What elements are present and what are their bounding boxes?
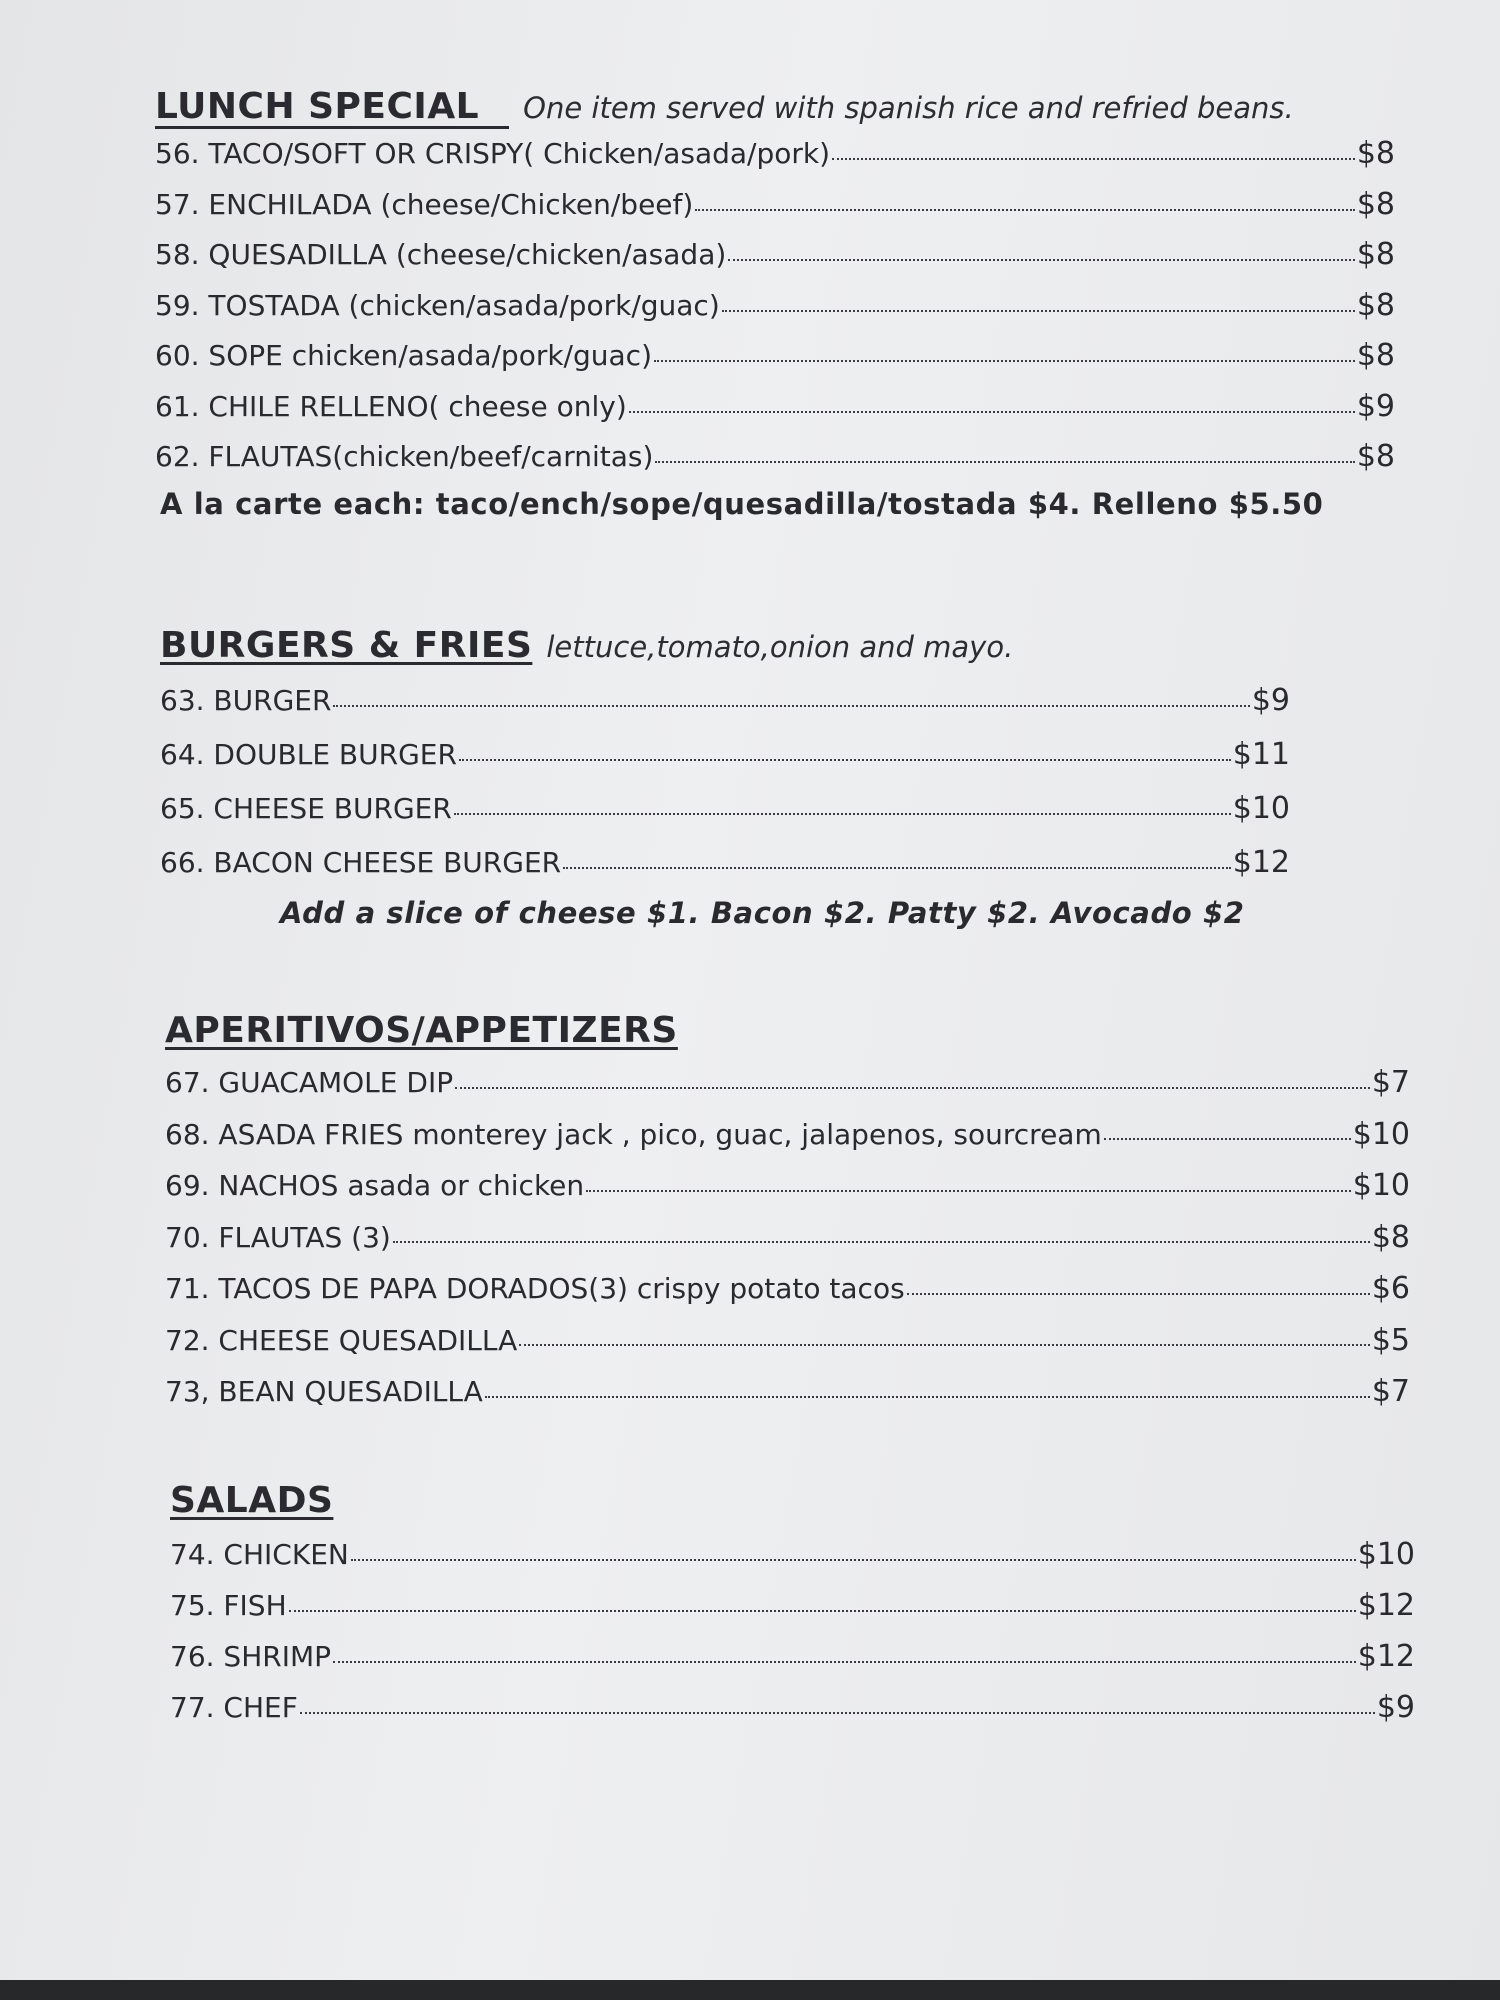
- leader-dots: [728, 259, 1355, 261]
- leader-dots: [722, 310, 1355, 312]
- menu-item: [160, 782, 1290, 836]
- appetizers-section: [165, 1010, 1415, 1418]
- item-price: $8: [1356, 136, 1395, 171]
- item-price: $10: [1357, 1537, 1415, 1572]
- leader-dots: [695, 209, 1354, 211]
- burgers-header: [160, 625, 1310, 666]
- menu-item: [165, 1057, 1410, 1109]
- item-name: 59. TOSTADA (chicken/asada/pork/guac): [155, 288, 720, 322]
- menu-item: [165, 1263, 1410, 1315]
- leader-dots: [1104, 1138, 1351, 1140]
- burgers-section: [160, 625, 1310, 930]
- item-price: $8: [1356, 186, 1395, 222]
- item-price: $8: [1356, 237, 1395, 272]
- menu-item: [165, 1212, 1410, 1264]
- item-price: $9: [1356, 388, 1395, 424]
- item-name: 64. DOUBLE BURGER: [160, 738, 457, 771]
- item-price: $5: [1371, 1322, 1410, 1358]
- leader-dots: [393, 1241, 1370, 1243]
- menu-item: [155, 382, 1395, 433]
- item-price: $12: [1357, 1588, 1415, 1623]
- menu-item: [155, 281, 1395, 332]
- item-name: 76. SHRIMP: [170, 1640, 332, 1673]
- leader-dots: [351, 1559, 1356, 1561]
- item-price: $11: [1232, 737, 1290, 772]
- item-name: 62. FLAUTAS(chicken/beef/carnitas): [155, 440, 654, 473]
- menu-item: [170, 1529, 1415, 1580]
- item-price: $10: [1232, 791, 1290, 826]
- menu-item: [165, 1366, 1410, 1418]
- lunch-special-subtitle: One item served with spanish rice and refried beans.: [523, 91, 1294, 125]
- leader-dots: [333, 705, 1249, 707]
- lunch-special-header: [155, 88, 1405, 129]
- menu-item: [170, 1580, 1415, 1631]
- item-price: $7: [1371, 1374, 1410, 1409]
- menu-item: [160, 728, 1290, 782]
- menu-item: [170, 1631, 1415, 1682]
- appetizers-list: [165, 1057, 1410, 1418]
- item-name: 67. GUACAMOLE DIP: [165, 1066, 454, 1099]
- item-name: 65. CHEESE BURGER: [160, 792, 452, 825]
- burgers-list: [160, 674, 1290, 890]
- menu-item: [170, 1682, 1415, 1733]
- item-name: 68. ASADA FRIES monterey jack , pico, guac, jalapenos, sourcream: [165, 1117, 1102, 1151]
- lunch-special-section: [155, 88, 1405, 521]
- item-name: 75. FISH: [170, 1589, 287, 1622]
- leader-dots: [519, 1344, 1370, 1346]
- item-price: $8: [1356, 338, 1395, 373]
- burger-addons-note: Add a slice of cheese $1. Bacon $2. Patty $2. Avocado $2: [280, 896, 1245, 930]
- table-edge: [0, 1980, 1500, 2000]
- menu-item: [165, 1109, 1410, 1161]
- salads-header: [170, 1480, 1420, 1521]
- salads-list: [170, 1529, 1415, 1733]
- item-name: 63. BURGER: [160, 684, 332, 717]
- menu-item: [155, 230, 1395, 281]
- leader-dots: [333, 1661, 1356, 1663]
- item-name: 77. CHEF: [170, 1691, 298, 1724]
- leader-dots: [455, 1087, 1370, 1089]
- leader-dots: [563, 867, 1231, 869]
- menu-item: [155, 432, 1395, 483]
- burgers-subtitle: lettuce,tomato,onion and mayo.: [546, 630, 1014, 664]
- item-name: 72. CHEESE QUESADILLA: [165, 1323, 518, 1357]
- leader-dots: [629, 411, 1355, 413]
- lunch-special-list: [155, 129, 1395, 483]
- item-name: 73, BEAN QUESADILLA: [165, 1375, 483, 1408]
- appetizers-title: APERITIVOS/APPETIZERS: [165, 1010, 678, 1051]
- item-price: $9: [1251, 683, 1290, 718]
- leader-dots: [459, 759, 1231, 761]
- item-name: 57. ENCHILADA (cheese/Chicken/beef): [155, 187, 694, 221]
- menu-item: [160, 836, 1290, 890]
- leader-dots: [300, 1712, 1375, 1714]
- leader-dots: [832, 158, 1355, 160]
- item-price: $9: [1376, 1690, 1415, 1725]
- appetizers-header: [165, 1010, 1415, 1051]
- item-price: $12: [1357, 1639, 1415, 1674]
- menu-item: [155, 331, 1395, 382]
- item-price: $6: [1371, 1271, 1410, 1306]
- item-name: 70. FLAUTAS (3): [165, 1220, 391, 1254]
- item-price: $8: [1371, 1219, 1410, 1255]
- item-price: $10: [1352, 1116, 1410, 1152]
- leader-dots: [454, 813, 1231, 815]
- item-price: $8: [1356, 287, 1395, 323]
- item-name: 69. NACHOS asada or chicken: [165, 1169, 585, 1202]
- item-price: $8: [1356, 439, 1395, 474]
- item-name: 71. TACOS DE PAPA DORADOS(3) crispy potato tacos: [165, 1272, 905, 1305]
- salads-section: [170, 1480, 1420, 1733]
- menu-item: [155, 129, 1395, 180]
- item-price: $10: [1352, 1168, 1410, 1203]
- item-name: 60. SOPE chicken/asada/pork/guac): [155, 339, 652, 372]
- leader-dots: [907, 1293, 1370, 1295]
- a-la-carte-note: A la carte each: taco/ench/sope/quesadilla/tostada $4. Relleno $5.50: [160, 486, 1324, 521]
- item-price: $7: [1371, 1065, 1410, 1100]
- item-name: 56. TACO/SOFT OR CRISPY( Chicken/asada/pork): [155, 137, 831, 170]
- menu-item: [165, 1315, 1410, 1367]
- leader-dots: [654, 360, 1355, 362]
- salads-title: SALADS: [170, 1480, 334, 1521]
- leader-dots: [586, 1190, 1351, 1192]
- item-name: 58. QUESADILLA (cheese/chicken/asada): [155, 238, 727, 271]
- item-price: $12: [1232, 845, 1290, 880]
- leader-dots: [655, 461, 1354, 463]
- leader-dots: [485, 1396, 1370, 1398]
- item-name: 66. BACON CHEESE BURGER: [160, 846, 562, 879]
- item-name: 74. CHICKEN: [170, 1538, 349, 1571]
- item-name: 61. CHILE RELLENO( cheese only): [155, 389, 627, 423]
- lunch-special-title: LUNCH SPECIAL: [155, 88, 509, 129]
- leader-dots: [289, 1610, 1356, 1612]
- menu-item: [160, 674, 1290, 728]
- menu-item: [165, 1160, 1410, 1212]
- burgers-title: BURGERS & FRIES: [160, 625, 533, 666]
- menu-item: [155, 180, 1395, 231]
